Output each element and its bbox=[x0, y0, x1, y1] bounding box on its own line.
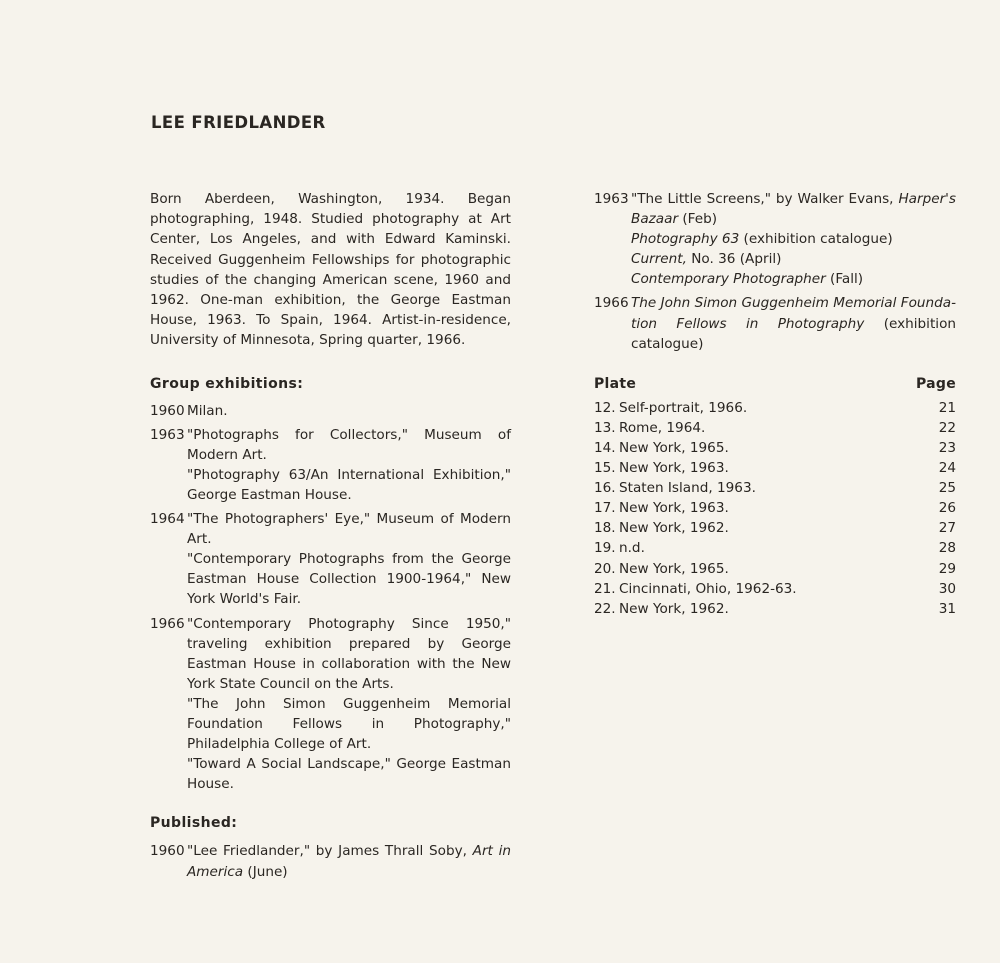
plate-row: 21. Cincinnati, Ohio, 1962-63. 30 bbox=[594, 580, 956, 597]
published-entry-1960 bbox=[150, 841, 511, 881]
plate-row: 17. New York, 1963. 26 bbox=[594, 500, 956, 517]
group-exhibitions-heading: Group exhibitions: bbox=[150, 375, 304, 392]
exhibition-entry-1963 bbox=[150, 425, 511, 505]
published-heading: Published: bbox=[150, 815, 238, 832]
exhibition-year: 1960 bbox=[150, 402, 185, 419]
exhibition-entry-1964 bbox=[150, 509, 511, 609]
right-column bbox=[594, 189, 956, 619]
exhibition-item: "The John Simon Guggenheim Memorial Foundation Fellows in Photography," Philadelphia College of Art. bbox=[187, 695, 511, 753]
plate-row: 20. New York, 1965. 29 bbox=[594, 560, 956, 577]
published-item: Contemporary Photographer (Fall) bbox=[631, 271, 864, 288]
published-year: 1963 bbox=[594, 191, 629, 207]
plate-row: 19. n.d. 28 bbox=[594, 540, 956, 557]
exhibition-item: "The Photographers' Eye," Museum of Modern Art. bbox=[187, 511, 511, 548]
exhibition-year: 1966 bbox=[150, 615, 185, 632]
exhibition-year: 1963 bbox=[150, 426, 185, 443]
published-entry-1966 bbox=[594, 293, 956, 353]
published-entry-1963 bbox=[594, 189, 956, 289]
exhibition-item: "Contemporary Photographs from the George Eastman House Collection 1900-1964," New York World's Fair. bbox=[187, 551, 511, 608]
exhibition-year: 1964 bbox=[150, 511, 185, 528]
exhibition-entry-1960 bbox=[150, 401, 511, 421]
published-item: The John Simon Guggenheim Memorial Foundation Fellows in Photography (exhibition catalogue) bbox=[631, 295, 956, 352]
biography-paragraph: Born Aberdeen, Washington, 1934. Began photographing, 1948. Studied photography at Art Center, Los Angeles, and with Edward Kaminski. Received Guggenheim Fellowships for photographic studies of the changing American scene, 1960 and 1962. One-man exhibition, the George Eastman House, 1963. To Spain, 1964. Artist-in-residence, University of Minnesota, Spring quarter, 1966. bbox=[150, 191, 511, 349]
published-item: Current, No. 36 (April) bbox=[631, 251, 782, 268]
exhibition-entry-1966 bbox=[150, 614, 511, 795]
exhibition-item: "Photographs for Collectors," Museum of Modern Art. bbox=[187, 426, 511, 463]
plate-row: 18. New York, 1962. 27 bbox=[594, 520, 956, 537]
plates-header bbox=[594, 376, 956, 392]
published-year: 1966 bbox=[594, 295, 629, 312]
published-item: Photography 63 (exhibition catalogue) bbox=[631, 231, 893, 248]
published-item: "Lee Friedlander," by James Thrall Soby, Art in America (June) bbox=[187, 843, 511, 880]
plate-column-heading: Plate bbox=[594, 375, 637, 392]
plates-list bbox=[594, 398, 956, 619]
plate-row: 13. Rome, 1964. 22 bbox=[594, 419, 956, 436]
page-column-heading: Page bbox=[915, 375, 956, 392]
plate-row: 16. Staten Island, 1963. 25 bbox=[594, 480, 956, 497]
group-exhibitions-list bbox=[150, 401, 511, 795]
exhibition-item: "Toward A Social Landscape," George Eastman House. bbox=[187, 756, 511, 793]
exhibition-item: "Contemporary Photography Since 1950," traveling exhibition prepared by George Eastman House in collaboration with the New York State Council on the Arts. bbox=[187, 615, 511, 692]
plate-row: 14. New York, 1965. 23 bbox=[594, 439, 956, 456]
published-item: "The Little Screens," by Walker Evans, Harper's Bazaar (Feb) bbox=[631, 191, 956, 228]
published-year: 1960 bbox=[150, 843, 185, 860]
page-title: LEE FRIEDLANDER bbox=[151, 113, 326, 132]
plate-row: 22. New York, 1962. 31 bbox=[594, 600, 956, 617]
exhibition-item: "Photography 63/An International Exhibition," George Eastman House. bbox=[187, 466, 511, 503]
plate-row: 12. Self-portrait, 1966. 21 bbox=[594, 399, 956, 416]
left-column bbox=[150, 189, 511, 882]
plate-row: 15. New York, 1963. 24 bbox=[594, 460, 956, 477]
exhibition-item: Milan. bbox=[187, 402, 228, 419]
